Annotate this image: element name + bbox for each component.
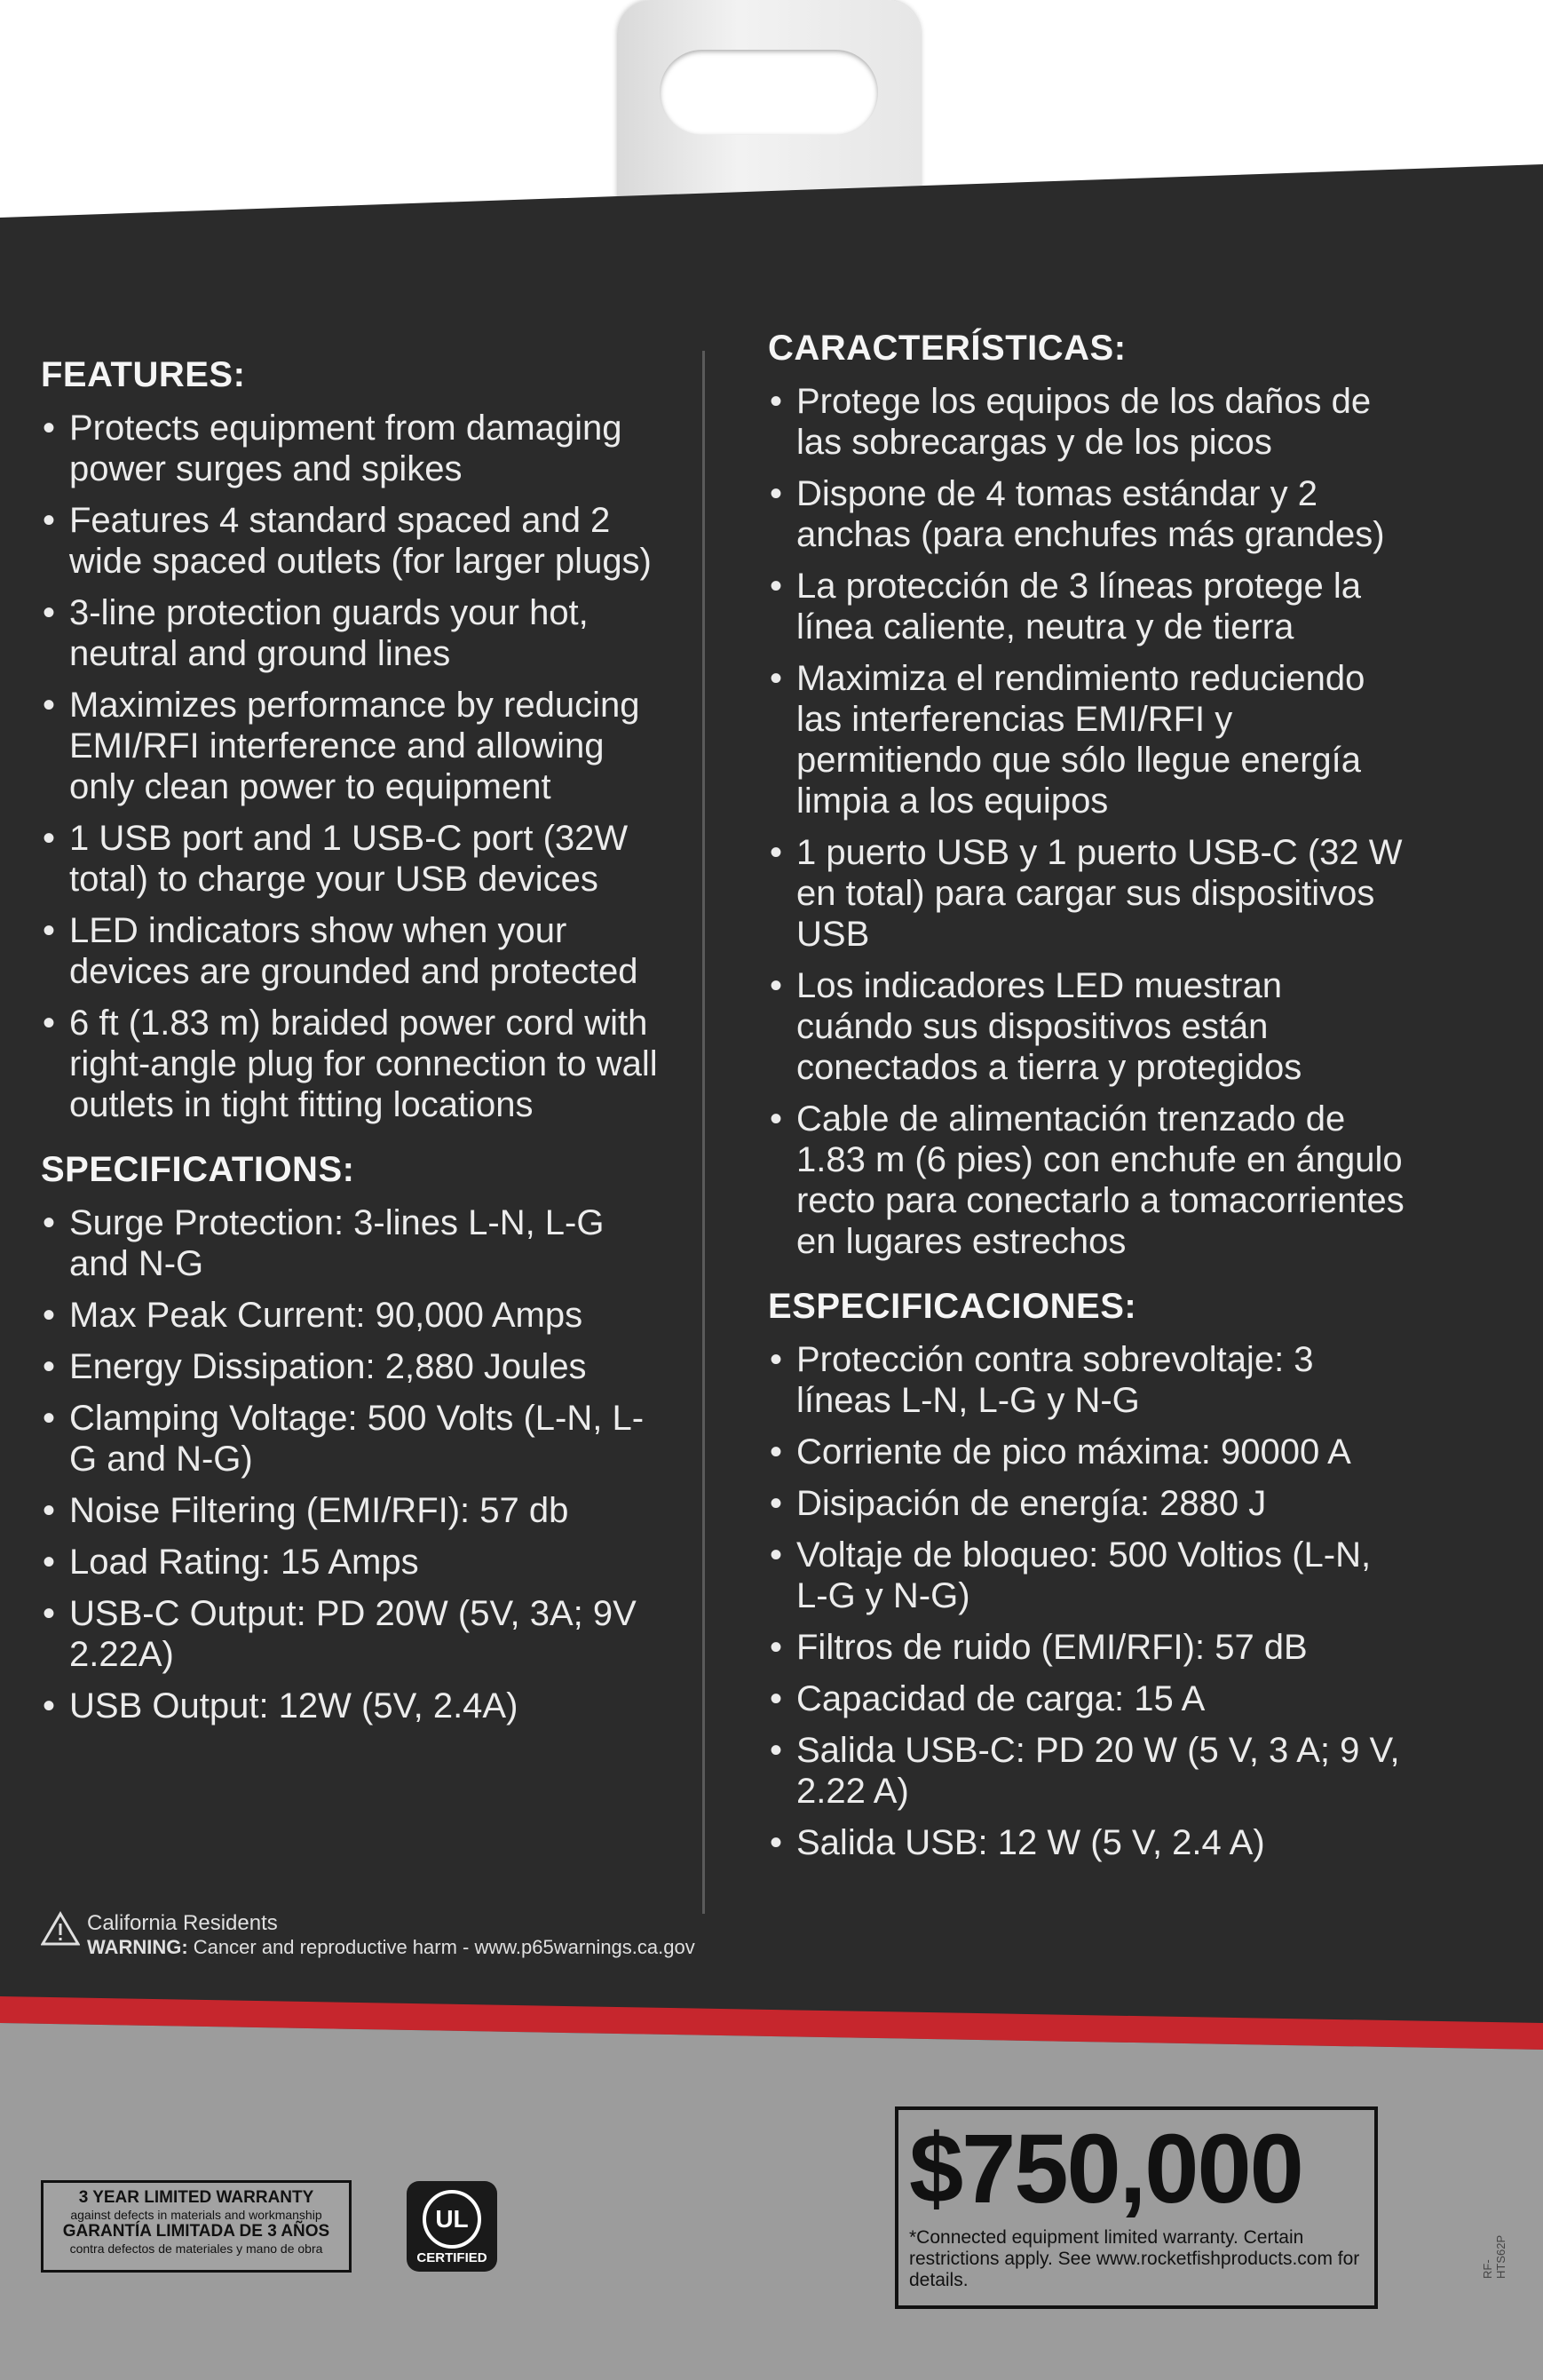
list-item: • Load Rating: 15 Amps xyxy=(41,1542,662,1583)
list-item: • Salida USB: 12 W (5 V, 2.4 A) xyxy=(768,1822,1407,1863)
list-item: • Capacidad de carga: 15 A xyxy=(768,1678,1407,1719)
list-item: • Surge Protection: 3-lines L-N, L-G and N-G xyxy=(41,1202,662,1284)
list-item: • Maximizes performance by reducing EMI/RFI interference and allowing only clean power to equipment xyxy=(41,685,662,807)
list-item: • USB Output: 12W (5V, 2.4A) xyxy=(41,1686,662,1726)
list-item: • Corriente de pico máxima: 90000 A xyxy=(768,1432,1407,1472)
list-item: • 3-line protection guards your hot, neutral and ground lines xyxy=(41,592,662,674)
list-item: • Disipación de energía: 2880 J xyxy=(768,1483,1407,1524)
warranty-sub-es: contra defectos de materiales y mano de obra xyxy=(69,2241,323,2256)
list-item: • Maximiza el rendimiento reduciendo las interferencias EMI/RFI y permitiendo que sólo llegue energía limpia a los equipos xyxy=(768,658,1407,821)
english-column xyxy=(41,355,662,1751)
specs-title: SPECIFICATIONS: xyxy=(41,1150,355,1189)
list-item: • Filtros de ruido (EMI/RFI): 57 dB xyxy=(768,1627,1407,1668)
caracteristicas-title: CARACTERÍSTICAS: xyxy=(768,329,1127,368)
warranty-title-en: 3 YEAR LIMITED WARRANTY xyxy=(78,2188,314,2207)
ul-certified-logo xyxy=(407,2181,497,2272)
list-item: • Protects equipment from damaging power surges and spikes xyxy=(41,408,662,489)
column-divider xyxy=(702,351,705,1914)
list-item: • Dispone de 4 tomas estándar y 2 anchas (para enchufes más grandes) xyxy=(768,473,1407,555)
list-item: • Los indicadores LED muestran cuándo sus dispositivos están conectados a tierra y protegidos xyxy=(768,965,1407,1088)
list-item: • Salida USB-C: PD 20 W (5 V, 3 A; 9 V, 2.22 A) xyxy=(768,1730,1407,1812)
list-item: • Protege los equipos de los daños de las sobrecargas y de los picos xyxy=(768,381,1407,463)
list-item: • Max Peak Current: 90,000 Amps xyxy=(41,1295,662,1336)
warranty-box xyxy=(41,2180,352,2273)
ul-mark: UL xyxy=(423,2190,481,2249)
warning-text: Cancer and reproductive harm - www.p65warnings.ca.gov xyxy=(193,1936,695,1958)
prop65-warning xyxy=(41,1911,695,1959)
list-item: • 1 puerto USB y 1 puerto USB-C (32 W en total) para cargar sus dispositivos USB xyxy=(768,832,1407,955)
list-item: • Voltaje de bloqueo: 500 Voltios (L-N, L-G y N-G) xyxy=(768,1535,1407,1616)
warranty-title-es: GARANTÍA LIMITADA DE 3 AÑOS xyxy=(62,2222,330,2241)
features-list xyxy=(41,408,662,1125)
spanish-column xyxy=(768,329,1407,1888)
caracteristicas-list xyxy=(768,381,1407,1262)
ul-certified-label: CERTIFIED xyxy=(416,2250,487,2265)
warning-residents: California Residents xyxy=(87,1911,278,1935)
list-item: • USB-C Output: PD 20W (5V, 3A; 9V 2.22A) xyxy=(41,1593,662,1675)
specs-list xyxy=(41,1202,662,1726)
list-item: • Noise Filtering (EMI/RFI): 57 db xyxy=(41,1490,662,1531)
hang-tab xyxy=(617,0,921,204)
especificaciones-list xyxy=(768,1339,1407,1863)
hang-slot xyxy=(660,50,878,135)
list-item: • 1 USB port and 1 USB-C port (32W total) to charge your USB devices xyxy=(41,818,662,900)
warranty-sub-en: against defects in materials and workmanship xyxy=(70,2208,322,2222)
warranty-amount: $750,000 xyxy=(909,2114,1302,2224)
model-code: RF-HTS62P xyxy=(1481,2234,1507,2279)
warning-icon xyxy=(41,1911,80,1947)
list-item: • Cable de alimentación trenzado de 1.83 m (6 pies) con enchufe en ángulo recto para conectarlo a tomacorrientes en lugares estrechos xyxy=(768,1099,1407,1262)
especificaciones-title: ESPECIFICACIONES: xyxy=(768,1287,1137,1326)
connected-equipment-warranty xyxy=(895,2106,1378,2309)
warranty-fine-print: *Connected equipment limited warranty. Certain restrictions apply. See www.rocketfishproducts.com for details. xyxy=(909,2227,1360,2290)
list-item: • Protección contra sobrevoltaje: 3 líneas L-N, L-G y N-G xyxy=(768,1339,1407,1421)
list-item: • La protección de 3 líneas protege la línea caliente, neutra y de tierra xyxy=(768,566,1407,647)
list-item: • 6 ft (1.83 m) braided power cord with right-angle plug for connection to wall outlets in tight fitting locations xyxy=(41,1003,662,1125)
list-item: • Energy Dissipation: 2,880 Joules xyxy=(41,1346,662,1387)
warning-label: WARNING: xyxy=(87,1936,188,1958)
list-item: • Features 4 standard spaced and 2 wide spaced outlets (for larger plugs) xyxy=(41,500,662,582)
features-title: FEATURES: xyxy=(41,355,246,394)
list-item: • Clamping Voltage: 500 Volts (L-N, L-G and N-G) xyxy=(41,1398,662,1480)
list-item: • LED indicators show when your devices are grounded and protected xyxy=(41,910,662,992)
